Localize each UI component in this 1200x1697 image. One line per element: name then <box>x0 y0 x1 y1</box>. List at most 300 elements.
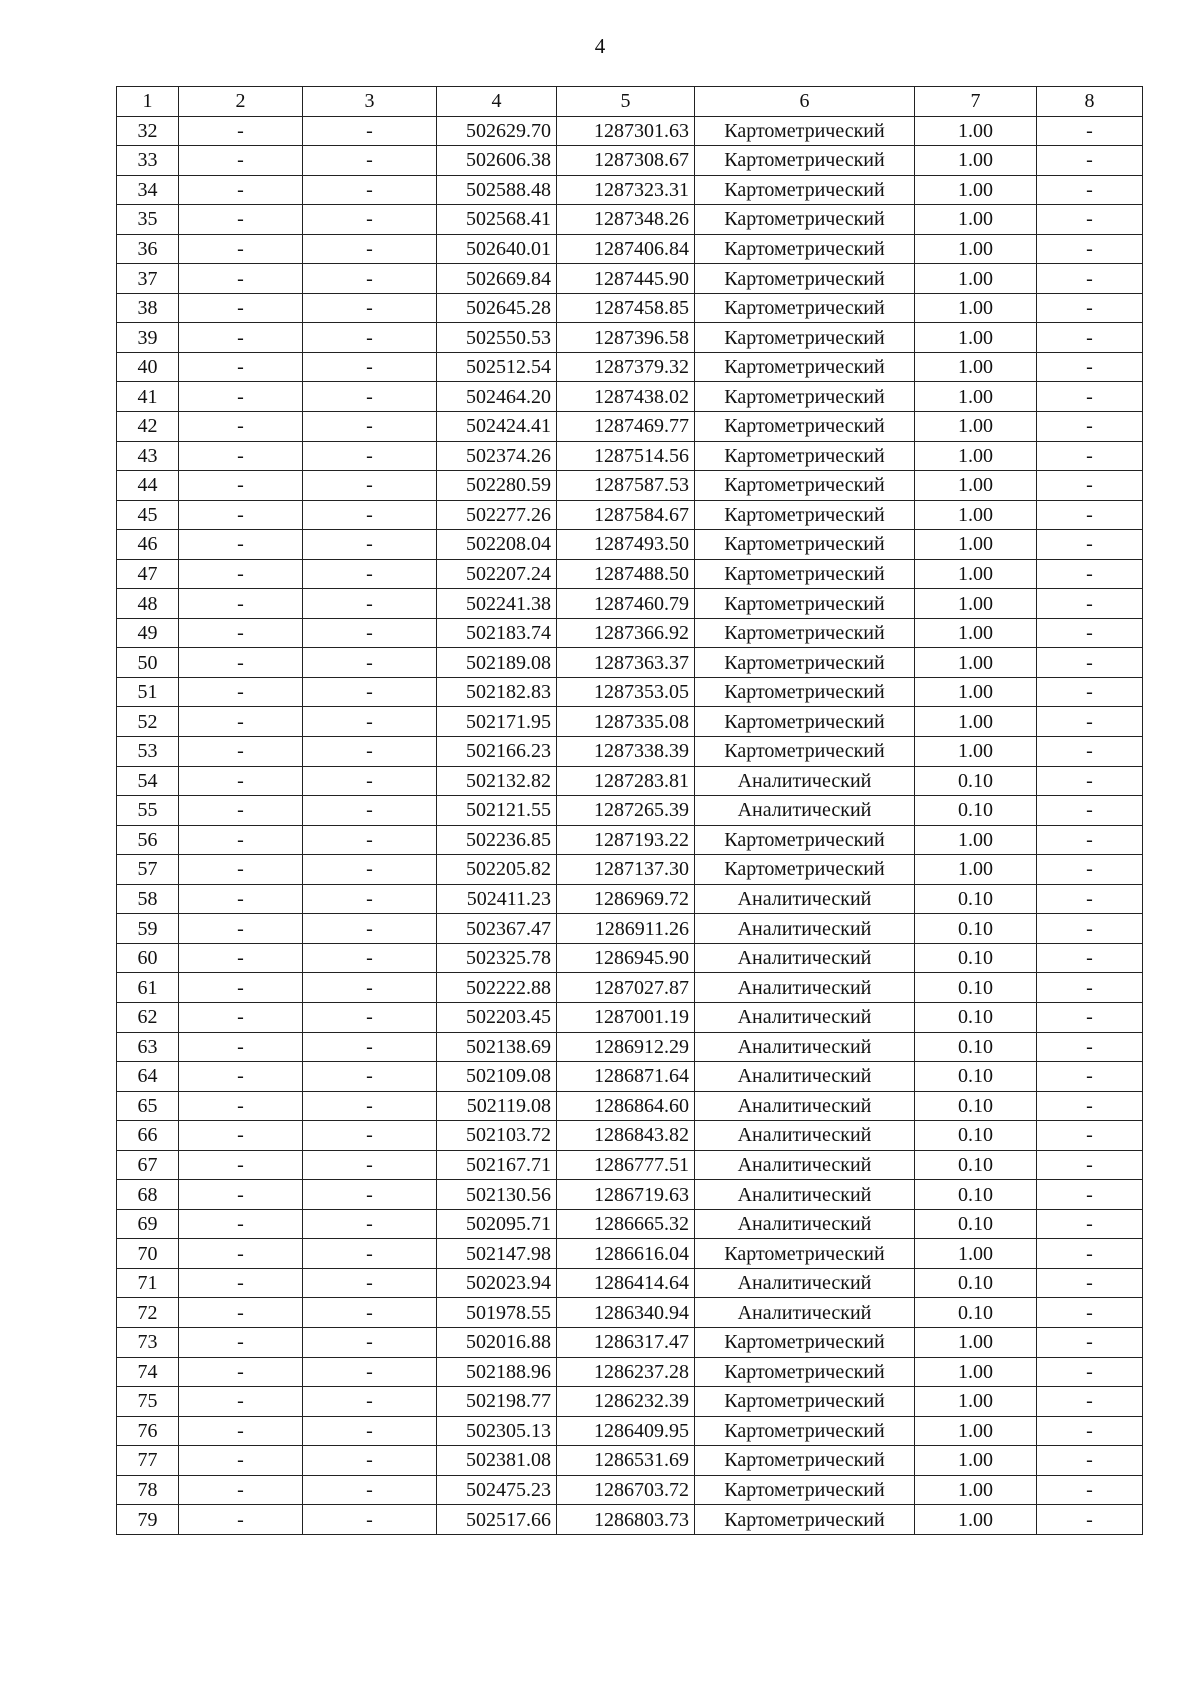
table-row <box>117 648 1143 678</box>
x-coordinate-cell: 502130.56 <box>437 1180 557 1210</box>
col2-cell: - <box>179 146 303 176</box>
col2-cell: - <box>179 352 303 382</box>
x-coordinate-cell: 502512.54 <box>437 352 557 382</box>
col2-cell: - <box>179 1062 303 1092</box>
table-row <box>117 1416 1143 1446</box>
col8-cell: - <box>1037 264 1143 294</box>
accuracy-cell: 1.00 <box>915 382 1037 412</box>
col8-cell: - <box>1037 234 1143 264</box>
col8-cell: - <box>1037 943 1143 973</box>
table-row <box>117 382 1143 412</box>
y-coordinate-cell: 1287493.50 <box>557 530 695 560</box>
col2-cell: - <box>179 1180 303 1210</box>
x-coordinate-cell: 502222.88 <box>437 973 557 1003</box>
table-row <box>117 352 1143 382</box>
col8-cell: - <box>1037 1032 1143 1062</box>
y-coordinate-cell: 1287445.90 <box>557 264 695 294</box>
x-coordinate-cell: 502424.41 <box>437 412 557 442</box>
x-coordinate-cell: 502606.38 <box>437 146 557 176</box>
point-number-cell: 50 <box>117 648 179 678</box>
method-cell: Картометрический <box>695 471 915 501</box>
col2-cell: - <box>179 796 303 826</box>
y-coordinate-cell: 1286945.90 <box>557 943 695 973</box>
x-coordinate-cell: 502095.71 <box>437 1209 557 1239</box>
col3-cell: - <box>303 1091 437 1121</box>
method-cell: Аналитический <box>695 884 915 914</box>
x-coordinate-cell: 502182.83 <box>437 677 557 707</box>
col2-cell: - <box>179 323 303 353</box>
y-coordinate-cell: 1287406.84 <box>557 234 695 264</box>
point-number-cell: 43 <box>117 441 179 471</box>
x-coordinate-cell: 502198.77 <box>437 1387 557 1417</box>
table-row <box>117 589 1143 619</box>
col3-cell: - <box>303 1268 437 1298</box>
col2-cell: - <box>179 1357 303 1387</box>
method-cell: Картометрический <box>695 825 915 855</box>
y-coordinate-cell: 1287587.53 <box>557 471 695 501</box>
table-row <box>117 441 1143 471</box>
method-cell: Картометрический <box>695 1357 915 1387</box>
point-number-cell: 44 <box>117 471 179 501</box>
point-number-cell: 79 <box>117 1505 179 1535</box>
accuracy-cell: 0.10 <box>915 1091 1037 1121</box>
point-number-cell: 54 <box>117 766 179 796</box>
column-header-2: 2 <box>179 87 303 117</box>
accuracy-cell: 1.00 <box>915 1357 1037 1387</box>
column-header-3: 3 <box>303 87 437 117</box>
col8-cell: - <box>1037 677 1143 707</box>
col2-cell: - <box>179 1475 303 1505</box>
table-row <box>117 766 1143 796</box>
col8-cell: - <box>1037 471 1143 501</box>
y-coordinate-cell: 1287396.58 <box>557 323 695 353</box>
table-row <box>117 530 1143 560</box>
col8-cell: - <box>1037 618 1143 648</box>
accuracy-cell: 0.10 <box>915 973 1037 1003</box>
method-cell: Аналитический <box>695 1032 915 1062</box>
col3-cell: - <box>303 943 437 973</box>
col3-cell: - <box>303 382 437 412</box>
col2-cell: - <box>179 1239 303 1269</box>
method-cell: Аналитический <box>695 943 915 973</box>
col3-cell: - <box>303 530 437 560</box>
x-coordinate-cell: 502277.26 <box>437 500 557 530</box>
y-coordinate-cell: 1286531.69 <box>557 1446 695 1476</box>
x-coordinate-cell: 502189.08 <box>437 648 557 678</box>
accuracy-cell: 1.00 <box>915 205 1037 235</box>
col3-cell: - <box>303 825 437 855</box>
col2-cell: - <box>179 500 303 530</box>
method-cell: Картометрический <box>695 441 915 471</box>
col3-cell: - <box>303 146 437 176</box>
col3-cell: - <box>303 1180 437 1210</box>
y-coordinate-cell: 1287137.30 <box>557 855 695 885</box>
point-number-cell: 63 <box>117 1032 179 1062</box>
point-number-cell: 36 <box>117 234 179 264</box>
col2-cell: - <box>179 1298 303 1328</box>
x-coordinate-cell: 502669.84 <box>437 264 557 294</box>
table-row <box>117 618 1143 648</box>
y-coordinate-cell: 1287514.56 <box>557 441 695 471</box>
accuracy-cell: 0.10 <box>915 1002 1037 1032</box>
col2-cell: - <box>179 471 303 501</box>
col8-cell: - <box>1037 352 1143 382</box>
accuracy-cell: 1.00 <box>915 352 1037 382</box>
column-header-8: 8 <box>1037 87 1143 117</box>
col3-cell: - <box>303 914 437 944</box>
col2-cell: - <box>179 648 303 678</box>
table-row <box>117 412 1143 442</box>
method-cell: Картометрический <box>695 382 915 412</box>
col8-cell: - <box>1037 146 1143 176</box>
col2-cell: - <box>179 1032 303 1062</box>
method-cell: Картометрический <box>695 677 915 707</box>
col2-cell: - <box>179 707 303 737</box>
method-cell: Аналитический <box>695 796 915 826</box>
accuracy-cell: 1.00 <box>915 234 1037 264</box>
y-coordinate-cell: 1286912.29 <box>557 1032 695 1062</box>
accuracy-cell: 1.00 <box>915 825 1037 855</box>
accuracy-cell: 1.00 <box>915 500 1037 530</box>
column-header-4: 4 <box>437 87 557 117</box>
y-coordinate-cell: 1286703.72 <box>557 1475 695 1505</box>
y-coordinate-cell: 1287348.26 <box>557 205 695 235</box>
column-header-7: 7 <box>915 87 1037 117</box>
point-number-cell: 77 <box>117 1446 179 1476</box>
col2-cell: - <box>179 589 303 619</box>
accuracy-cell: 1.00 <box>915 1475 1037 1505</box>
accuracy-cell: 1.00 <box>915 648 1037 678</box>
col3-cell: - <box>303 1327 437 1357</box>
x-coordinate-cell: 502166.23 <box>437 737 557 767</box>
method-cell: Картометрический <box>695 205 915 235</box>
y-coordinate-cell: 1286340.94 <box>557 1298 695 1328</box>
col8-cell: - <box>1037 766 1143 796</box>
x-coordinate-cell: 502367.47 <box>437 914 557 944</box>
col3-cell: - <box>303 1416 437 1446</box>
table-row <box>117 1209 1143 1239</box>
point-number-cell: 37 <box>117 264 179 294</box>
point-number-cell: 53 <box>117 737 179 767</box>
col3-cell: - <box>303 559 437 589</box>
col2-cell: - <box>179 175 303 205</box>
col8-cell: - <box>1037 530 1143 560</box>
col8-cell: - <box>1037 1357 1143 1387</box>
accuracy-cell: 1.00 <box>915 323 1037 353</box>
table-row <box>117 1475 1143 1505</box>
col3-cell: - <box>303 1032 437 1062</box>
point-number-cell: 73 <box>117 1327 179 1357</box>
x-coordinate-cell: 502464.20 <box>437 382 557 412</box>
x-coordinate-cell: 502183.74 <box>437 618 557 648</box>
col2-cell: - <box>179 559 303 589</box>
y-coordinate-cell: 1287308.67 <box>557 146 695 176</box>
point-number-cell: 69 <box>117 1209 179 1239</box>
page-number: 4 <box>594 34 606 58</box>
point-number-cell: 45 <box>117 500 179 530</box>
table-row <box>117 1387 1143 1417</box>
x-coordinate-cell: 502241.38 <box>437 589 557 619</box>
table-row <box>117 914 1143 944</box>
point-number-cell: 40 <box>117 352 179 382</box>
col8-cell: - <box>1037 1387 1143 1417</box>
col8-cell: - <box>1037 884 1143 914</box>
y-coordinate-cell: 1286616.04 <box>557 1239 695 1269</box>
table-row <box>117 1239 1143 1269</box>
accuracy-cell: 1.00 <box>915 412 1037 442</box>
method-cell: Картометрический <box>695 1387 915 1417</box>
col3-cell: - <box>303 855 437 885</box>
accuracy-cell: 1.00 <box>915 589 1037 619</box>
accuracy-cell: 0.10 <box>915 1032 1037 1062</box>
col8-cell: - <box>1037 648 1143 678</box>
accuracy-cell: 0.10 <box>915 914 1037 944</box>
col3-cell: - <box>303 264 437 294</box>
y-coordinate-cell: 1287027.87 <box>557 973 695 1003</box>
x-coordinate-cell: 502645.28 <box>437 293 557 323</box>
col3-cell: - <box>303 973 437 1003</box>
x-coordinate-cell: 502475.23 <box>437 1475 557 1505</box>
col2-cell: - <box>179 737 303 767</box>
col8-cell: - <box>1037 1150 1143 1180</box>
col3-cell: - <box>303 1209 437 1239</box>
col3-cell: - <box>303 293 437 323</box>
point-number-cell: 49 <box>117 618 179 648</box>
accuracy-cell: 1.00 <box>915 855 1037 885</box>
accuracy-cell: 1.00 <box>915 293 1037 323</box>
y-coordinate-cell: 1287193.22 <box>557 825 695 855</box>
col3-cell: - <box>303 1150 437 1180</box>
x-coordinate-cell: 502167.71 <box>437 1150 557 1180</box>
accuracy-cell: 0.10 <box>915 943 1037 973</box>
col3-cell: - <box>303 441 437 471</box>
col2-cell: - <box>179 1387 303 1417</box>
col3-cell: - <box>303 500 437 530</box>
method-cell: Картометрический <box>695 175 915 205</box>
x-coordinate-cell: 502103.72 <box>437 1121 557 1151</box>
x-coordinate-cell: 502325.78 <box>437 943 557 973</box>
point-number-cell: 70 <box>117 1239 179 1269</box>
table-row <box>117 146 1143 176</box>
col2-cell: - <box>179 205 303 235</box>
x-coordinate-cell: 502205.82 <box>437 855 557 885</box>
y-coordinate-cell: 1286317.47 <box>557 1327 695 1357</box>
point-number-cell: 72 <box>117 1298 179 1328</box>
col8-cell: - <box>1037 1121 1143 1151</box>
col2-cell: - <box>179 441 303 471</box>
accuracy-cell: 1.00 <box>915 1387 1037 1417</box>
col8-cell: - <box>1037 382 1143 412</box>
accuracy-cell: 1.00 <box>915 559 1037 589</box>
x-coordinate-cell: 502188.96 <box>437 1357 557 1387</box>
accuracy-cell: 1.00 <box>915 1446 1037 1476</box>
table-row <box>117 1505 1143 1535</box>
col8-cell: - <box>1037 1475 1143 1505</box>
point-number-cell: 32 <box>117 116 179 146</box>
x-coordinate-cell: 502203.45 <box>437 1002 557 1032</box>
point-number-cell: 55 <box>117 796 179 826</box>
col2-cell: - <box>179 766 303 796</box>
x-coordinate-cell: 502023.94 <box>437 1268 557 1298</box>
table-row <box>117 825 1143 855</box>
col3-cell: - <box>303 766 437 796</box>
col2-cell: - <box>179 1091 303 1121</box>
col3-cell: - <box>303 205 437 235</box>
x-coordinate-cell: 501978.55 <box>437 1298 557 1328</box>
col8-cell: - <box>1037 589 1143 619</box>
table-row <box>117 175 1143 205</box>
method-cell: Аналитический <box>695 1091 915 1121</box>
col3-cell: - <box>303 1002 437 1032</box>
x-coordinate-cell: 502517.66 <box>437 1505 557 1535</box>
accuracy-cell: 1.00 <box>915 441 1037 471</box>
x-coordinate-cell: 502305.13 <box>437 1416 557 1446</box>
method-cell: Картометрический <box>695 500 915 530</box>
x-coordinate-cell: 502411.23 <box>437 884 557 914</box>
accuracy-cell: 0.10 <box>915 1209 1037 1239</box>
table-header <box>117 87 1143 117</box>
method-cell: Картометрический <box>695 559 915 589</box>
x-coordinate-cell: 502588.48 <box>437 175 557 205</box>
accuracy-cell: 1.00 <box>915 116 1037 146</box>
accuracy-cell: 0.10 <box>915 884 1037 914</box>
col8-cell: - <box>1037 1002 1143 1032</box>
x-coordinate-cell: 502280.59 <box>437 471 557 501</box>
column-header-6: 6 <box>695 87 915 117</box>
col3-cell: - <box>303 707 437 737</box>
x-coordinate-cell: 502147.98 <box>437 1239 557 1269</box>
accuracy-cell: 0.10 <box>915 1180 1037 1210</box>
col3-cell: - <box>303 1062 437 1092</box>
col3-cell: - <box>303 471 437 501</box>
col8-cell: - <box>1037 412 1143 442</box>
col2-cell: - <box>179 618 303 648</box>
table-row <box>117 293 1143 323</box>
col8-cell: - <box>1037 707 1143 737</box>
accuracy-cell: 0.10 <box>915 796 1037 826</box>
point-number-cell: 59 <box>117 914 179 944</box>
point-number-cell: 57 <box>117 855 179 885</box>
col2-cell: - <box>179 1002 303 1032</box>
col8-cell: - <box>1037 441 1143 471</box>
accuracy-cell: 0.10 <box>915 1121 1037 1151</box>
col8-cell: - <box>1037 855 1143 885</box>
table-row <box>117 1091 1143 1121</box>
point-number-cell: 41 <box>117 382 179 412</box>
y-coordinate-cell: 1287488.50 <box>557 559 695 589</box>
col2-cell: - <box>179 1121 303 1151</box>
col2-cell: - <box>179 1209 303 1239</box>
point-number-cell: 67 <box>117 1150 179 1180</box>
y-coordinate-cell: 1287338.39 <box>557 737 695 767</box>
method-cell: Картометрический <box>695 707 915 737</box>
x-coordinate-cell: 502629.70 <box>437 116 557 146</box>
y-coordinate-cell: 1286232.39 <box>557 1387 695 1417</box>
y-coordinate-cell: 1287301.63 <box>557 116 695 146</box>
method-cell: Картометрический <box>695 293 915 323</box>
y-coordinate-cell: 1287438.02 <box>557 382 695 412</box>
method-cell: Картометрический <box>695 855 915 885</box>
x-coordinate-cell: 502568.41 <box>437 205 557 235</box>
point-number-cell: 42 <box>117 412 179 442</box>
x-coordinate-cell: 502121.55 <box>437 796 557 826</box>
col8-cell: - <box>1037 205 1143 235</box>
y-coordinate-cell: 1286803.73 <box>557 1505 695 1535</box>
point-number-cell: 64 <box>117 1062 179 1092</box>
y-coordinate-cell: 1287283.81 <box>557 766 695 796</box>
col3-cell: - <box>303 116 437 146</box>
x-coordinate-cell: 502016.88 <box>437 1327 557 1357</box>
accuracy-cell: 1.00 <box>915 1416 1037 1446</box>
col8-cell: - <box>1037 1091 1143 1121</box>
x-coordinate-cell: 502171.95 <box>437 707 557 737</box>
y-coordinate-cell: 1287469.77 <box>557 412 695 442</box>
table-row <box>117 1150 1143 1180</box>
col8-cell: - <box>1037 914 1143 944</box>
accuracy-cell: 1.00 <box>915 471 1037 501</box>
table-row <box>117 1180 1143 1210</box>
table-row <box>117 1268 1143 1298</box>
x-coordinate-cell: 502138.69 <box>437 1032 557 1062</box>
point-number-cell: 61 <box>117 973 179 1003</box>
point-number-cell: 75 <box>117 1387 179 1417</box>
point-number-cell: 48 <box>117 589 179 619</box>
y-coordinate-cell: 1287366.92 <box>557 618 695 648</box>
col8-cell: - <box>1037 559 1143 589</box>
table-row <box>117 471 1143 501</box>
x-coordinate-cell: 502208.04 <box>437 530 557 560</box>
method-cell: Картометрический <box>695 1505 915 1535</box>
point-number-cell: 71 <box>117 1268 179 1298</box>
point-number-cell: 46 <box>117 530 179 560</box>
method-cell: Картометрический <box>695 234 915 264</box>
col3-cell: - <box>303 618 437 648</box>
y-coordinate-cell: 1287379.32 <box>557 352 695 382</box>
x-coordinate-cell: 502119.08 <box>437 1091 557 1121</box>
col3-cell: - <box>303 234 437 264</box>
col8-cell: - <box>1037 737 1143 767</box>
y-coordinate-cell: 1287335.08 <box>557 707 695 737</box>
col2-cell: - <box>179 382 303 412</box>
point-number-cell: 76 <box>117 1416 179 1446</box>
point-number-cell: 60 <box>117 943 179 973</box>
table-row <box>117 796 1143 826</box>
method-cell: Картометрический <box>695 589 915 619</box>
col8-cell: - <box>1037 1416 1143 1446</box>
col2-cell: - <box>179 234 303 264</box>
col2-cell: - <box>179 1268 303 1298</box>
col3-cell: - <box>303 1239 437 1269</box>
y-coordinate-cell: 1287353.05 <box>557 677 695 707</box>
method-cell: Картометрический <box>695 1475 915 1505</box>
method-cell: Картометрический <box>695 323 915 353</box>
y-coordinate-cell: 1287323.31 <box>557 175 695 205</box>
method-cell: Аналитический <box>695 1150 915 1180</box>
method-cell: Картометрический <box>695 1327 915 1357</box>
method-cell: Аналитический <box>695 1268 915 1298</box>
accuracy-cell: 1.00 <box>915 1239 1037 1269</box>
table-row <box>117 1121 1143 1151</box>
col3-cell: - <box>303 175 437 205</box>
col2-cell: - <box>179 116 303 146</box>
col2-cell: - <box>179 1505 303 1535</box>
method-cell: Картометрический <box>695 648 915 678</box>
table-row <box>117 205 1143 235</box>
col3-cell: - <box>303 1357 437 1387</box>
y-coordinate-cell: 1286409.95 <box>557 1416 695 1446</box>
col8-cell: - <box>1037 1180 1143 1210</box>
method-cell: Картометрический <box>695 618 915 648</box>
